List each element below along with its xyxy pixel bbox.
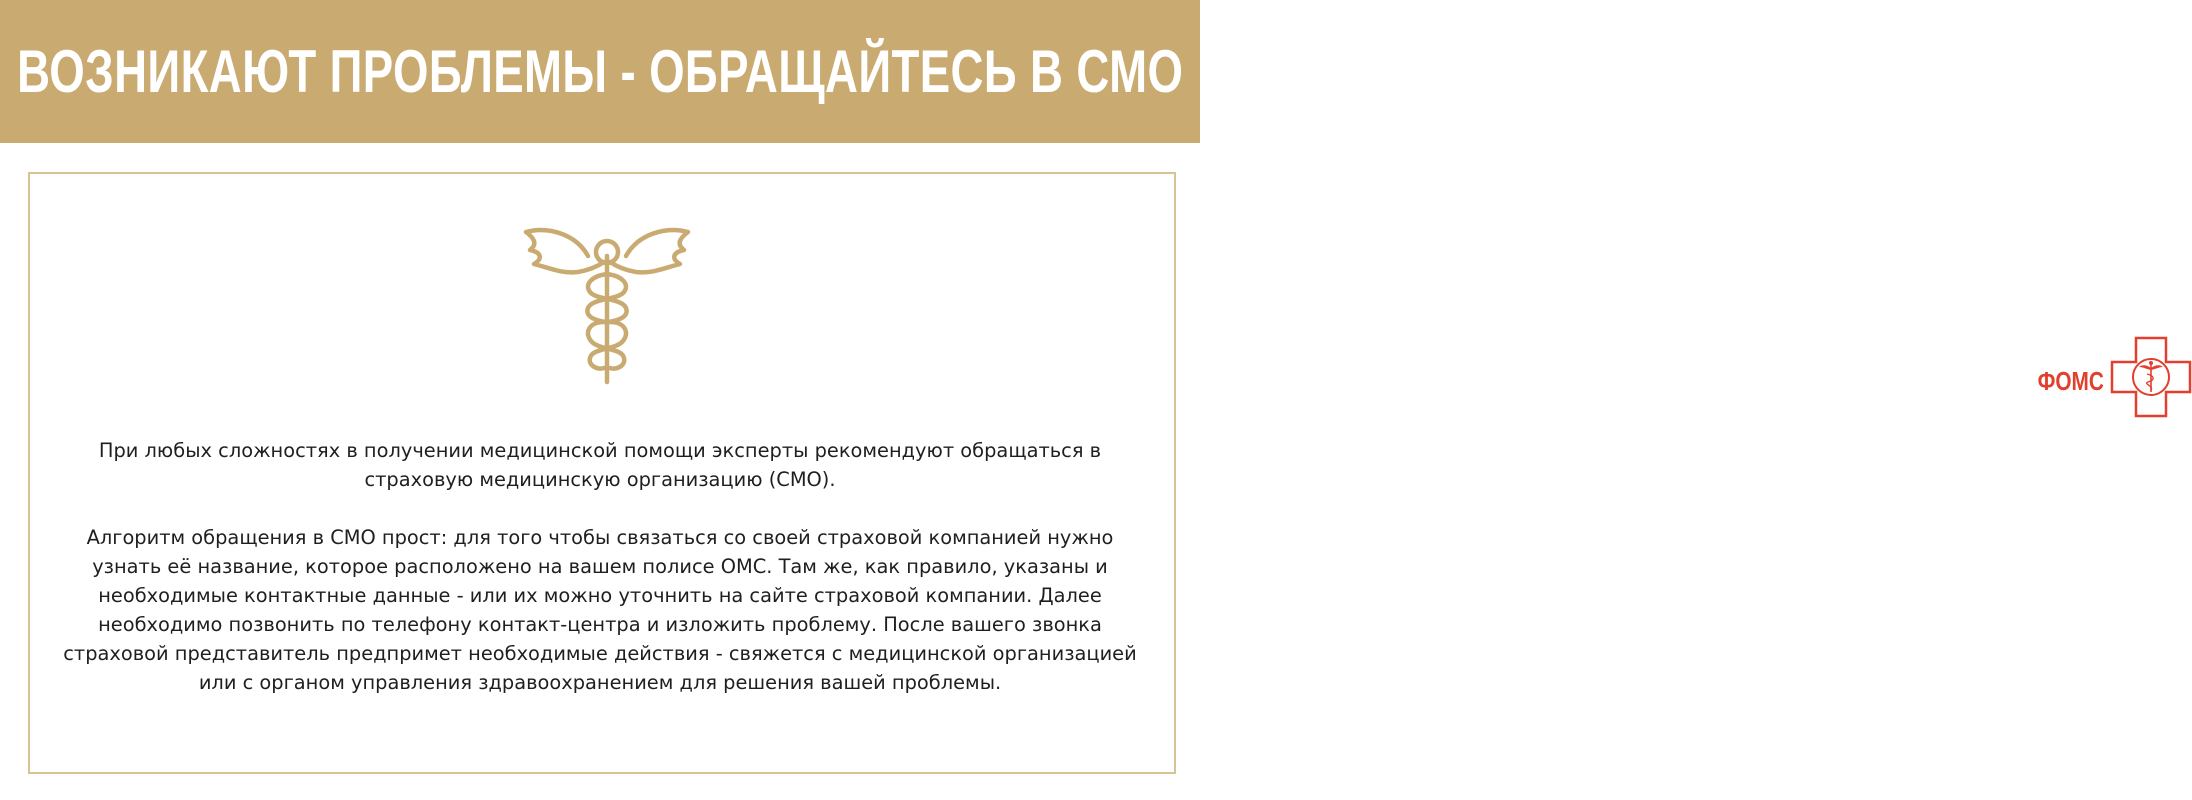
intro-paragraph: При любых сложностях в получении медицинской помощи эксперты рекомендуют обращаться в страховую медицинскую организацию (СМО).	[98, 439, 1102, 491]
foms-logo	[1015, 168, 2104, 396]
page-title: ВОЗНИКАЮТ ПРОБЛЕМЫ - ОБРАЩАЙТЕСЬ В СМО	[16, 38, 1184, 105]
algorithm-paragraph: Алгоритм обращения в СМО прост: для того чтобы связаться со своей страховой компанией нужно узнать её название, которое расположено на вашем полисе ОМС. Там же, как правило, указаны и необходимые контактные данные - или их можно уточнить на сайте страховой компании. Далее необходимо позвонить по телефону контакт-центра и изложить проблему. После вашего звонка страховой представитель предпримет необходимые действия - свяжется с медицинской организацией или с органом управления здравоохранением для решения вашей проблемы.	[63, 526, 1137, 694]
body-text	[60, 436, 1140, 697]
header-banner	[0, 0, 1200, 143]
caduceus-icon	[518, 222, 696, 388]
medical-cross-caduceus-icon	[2110, 336, 2192, 418]
foms-logo-text: ФОМС	[2037, 366, 2104, 396]
